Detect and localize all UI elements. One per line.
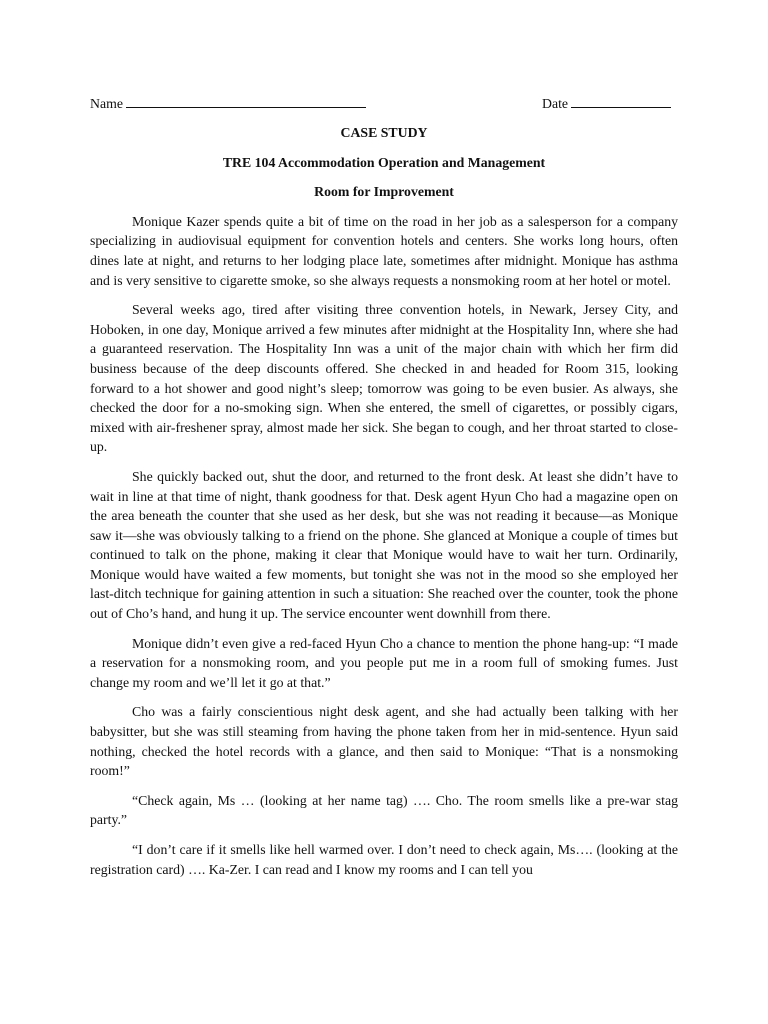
name-field: [90, 93, 366, 114]
paragraph-6: “Check again, Ms … (looking at her name tag) …. Cho. The room smells like a pre-war stag party.”: [90, 792, 678, 828]
paragraph-4: Monique didn’t even give a red-faced Hyun Cho a chance to mention the phone hang-up: “I made a reservation for a nonsmoking room, and you people put me in a room full of smoking fumes. Just change my room and we’ll let it go at that.”: [90, 635, 678, 690]
case-study-heading: CASE STUDY: [340, 125, 428, 140]
header-row: [90, 93, 678, 113]
paragraph-1: Monique Kazer spends quite a bit of time on the road in her job as a salesperson for a company specializing in audiovisual equipment for convention hotels and centers. She works long hours, often dines late at night, and returns to her lodging place late, sometimes after midnight. Monique has asthma and is very sensitive to cigarette smoke, so she always requests a nonsmoking room at her hotel or motel.: [90, 213, 678, 288]
name-label: Name: [90, 96, 123, 111]
paragraph-5: Cho was a fairly conscientious night desk agent, and she had actually been talking with her babysitter, but she was still steaming from having the phone taken from her in mid-sentence. Hyun said nothing, checked the hotel records with a glance, and then said to Monique: “That is a nonsmoking room!”: [90, 704, 678, 779]
date-blank-line[interactable]: [571, 93, 671, 108]
course-title: TRE 104 Accommodation Operation and Management: [222, 154, 546, 170]
case-title: Room for Improvement: [314, 184, 454, 200]
paragraph-3: She quickly backed out, shut the door, and returned to the front desk. At least she didn’t have to wait in line at that time of night, thank goodness for that. Desk agent Hyun Cho had a magazine open on the area beneath the counter that she used as her desk, but she was not reading it because—as Monique saw it—she was obviously talking to a friend on the phone. She glanced at Monique a couple of times but continued to talk on the phone, making it clear that Monique would have to wait her turn. Ordinarily, Monique would have waited a few moments, but tonight she was not in the mood so she employed her last-ditch technique for gaining attention in such a situation: She reached over the counter, took the phone out of Cho’s hand, and hung it up. The service encounter went downhill from there.: [90, 468, 678, 622]
date-label: Date: [542, 96, 569, 111]
document-page: [90, 93, 678, 889]
name-blank-line[interactable]: [126, 93, 366, 108]
paragraph-7: “I don’t care if it smells like hell warmed over. I don’t need to check again, Ms…. (looking at the registration card) …. Ka-Zer. I can read and I know my rooms and I can tell you: [90, 842, 678, 877]
date-field: [542, 93, 671, 114]
paragraph-2: Several weeks ago, tired after visiting three convention hotels, in Newark, Jersey City, and Hoboken, in one day, Monique arrived a few minutes after midnight at the Hospitality Inn, where she had a guaranteed reservation. The Hospitality Inn was a unit of the major chain with which her firm did business because of the deep discounts offered. She checked in and headed for Room 315, looking forward to a hot shower and good night’s sleep; tomorrow was going to be even busier. As always, she checked the door for a no-smoking sign. When she entered, the smell of cigarettes, or possibly cigars, mixed with air-freshener spray, almost made her sick. She began to cough, and her throat started to close-up.: [90, 302, 678, 455]
